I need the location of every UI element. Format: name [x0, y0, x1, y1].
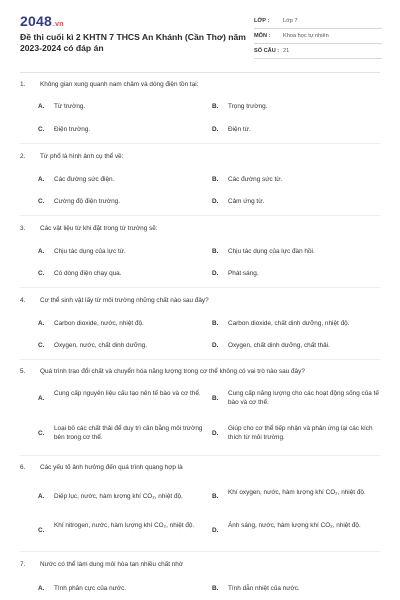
question-divider: [20, 455, 380, 456]
site-logo[interactable]: 2048.vn: [20, 13, 64, 29]
meta-count-label: SỐ CÂU :: [254, 48, 280, 54]
question-text: 2. Từ phổ là hình ảnh cụ thể về:: [20, 153, 124, 160]
question-text: 3. Các vật liệu từ khi đặt trong từ trường sẽ:: [20, 225, 158, 232]
page-header: [0, 0, 400, 72]
question-divider: [20, 215, 380, 216]
meta-row-count: [254, 44, 382, 59]
question-divider: [20, 551, 380, 552]
question-divider: [20, 359, 380, 360]
meta-count-value: 21: [283, 48, 290, 54]
question-text: 6. Các yếu tố ảnh hưởng đến quá trình quang hợp là: [20, 464, 183, 471]
meta-subject-label: MÔN :: [254, 33, 271, 39]
question-text: 1. Không gian xung quanh nam châm và dòng điện tồn tại:: [20, 81, 199, 88]
question-text: 7. Nước có thể làm dung môi hòa tan nhiều chất nhờ: [20, 561, 184, 568]
header-divider: [20, 72, 380, 73]
meta-grade-label: LỚP :: [254, 18, 270, 24]
question-divider: [20, 143, 380, 144]
document-title: Đề thi cuối kì 2 KHTN 7 THCS An Khánh (Cần Thơ) năm 2023-2024 có đáp án: [20, 32, 246, 53]
meta-grade-value: Lớp 7: [283, 18, 298, 24]
question-text: 5. Quá trình trao đổi chất và chuyển hóa năng lượng trong cơ thể không có vai trò nào sau đây?: [20, 368, 305, 375]
meta-row-subject: [254, 29, 382, 44]
document-meta: [254, 14, 382, 59]
meta-row-grade: [254, 14, 382, 29]
question-text: 4. Cơ thể sinh vật lấy từ môi trường những chất nào sau đây?: [20, 297, 209, 304]
meta-subject-value: Khoa học tự nhiên: [283, 33, 329, 39]
question-divider: [20, 287, 380, 288]
